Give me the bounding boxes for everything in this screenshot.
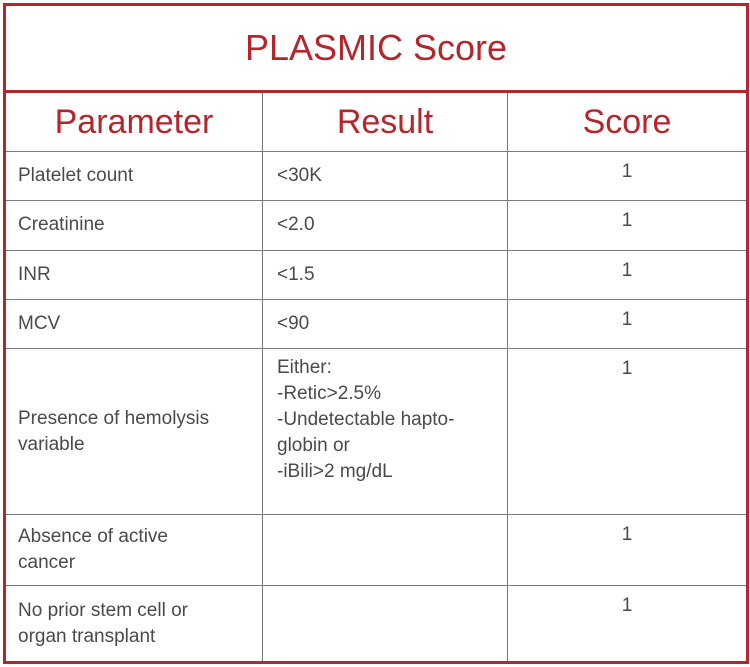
table-row — [5, 201, 748, 250]
score-cell: 1 — [508, 299, 748, 348]
result-line: -Retic>2.5% — [277, 383, 382, 405]
table-title: PLASMIC Score — [5, 5, 748, 92]
score-cell: 1 — [508, 349, 748, 515]
parameter-cell — [5, 514, 263, 585]
parameter-line: cancer — [18, 552, 76, 574]
result-line: -iBili>2 mg/dL — [277, 461, 393, 483]
parameter-cell: Platelet count — [5, 151, 263, 200]
parameter-line: Presence of hemolysis — [18, 407, 210, 429]
score-cell: 1 — [508, 201, 748, 250]
parameter-cell: MCV — [5, 299, 263, 348]
result-line: -Undetectable hapto- — [277, 409, 455, 431]
score-cell: 1 — [508, 514, 748, 585]
header-score: Score — [508, 92, 748, 152]
title-row — [5, 5, 748, 92]
table-row — [5, 151, 748, 200]
table-row — [5, 349, 748, 515]
result-cell: <30K — [263, 151, 508, 200]
parameter-line: No prior stem cell or — [18, 599, 188, 621]
parameter-line: organ transplant — [18, 625, 156, 647]
table-row — [5, 250, 748, 299]
table-row — [5, 299, 748, 348]
score-cell: 1 — [508, 151, 748, 200]
parameter-line: variable — [18, 433, 85, 455]
result-cell — [263, 586, 508, 663]
parameter-cell: INR — [5, 250, 263, 299]
parameter-cell: Creatinine — [5, 201, 263, 250]
header-parameter: Parameter — [5, 92, 263, 152]
table-row — [5, 514, 748, 585]
score-cell: 1 — [508, 250, 748, 299]
result-line: Either: — [277, 357, 332, 379]
table-row — [5, 586, 748, 663]
score-cell: 1 — [508, 586, 748, 663]
header-result: Result — [263, 92, 508, 152]
plasmic-score-table — [3, 3, 749, 664]
result-cell: <1.5 — [263, 250, 508, 299]
parameter-line: Absence of active — [18, 526, 168, 548]
result-cell: <2.0 — [263, 201, 508, 250]
result-cell — [263, 349, 508, 515]
header-row — [5, 92, 748, 152]
result-line: globin or — [277, 435, 350, 457]
parameter-cell — [5, 586, 263, 663]
parameter-cell — [5, 349, 263, 515]
result-cell: <90 — [263, 299, 508, 348]
result-cell — [263, 514, 508, 585]
